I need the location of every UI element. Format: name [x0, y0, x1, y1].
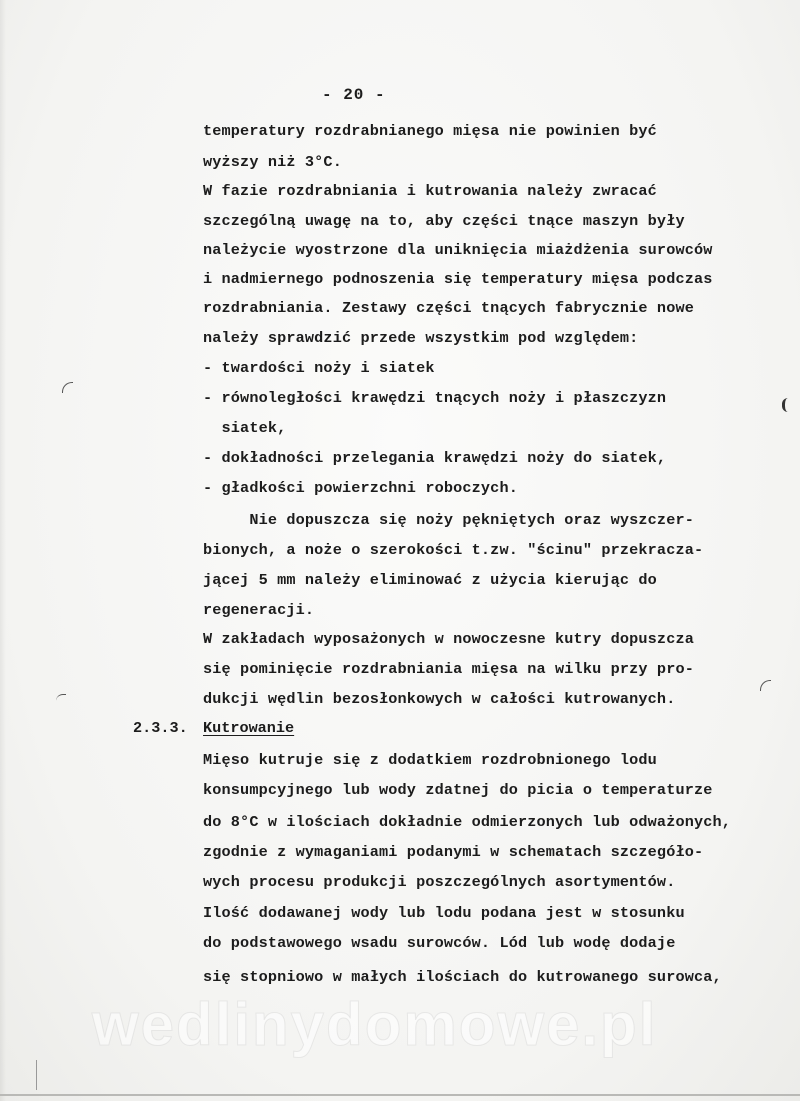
- list-item: - równoległości krawędzi tnących noży i płaszczyzn: [203, 389, 667, 407]
- text-line: dukcji wędlin bezosłonkowych w całości kutrowanych.: [203, 690, 676, 708]
- text-line: W fazie rozdrabniania i kutrowania należy zwracać: [203, 182, 657, 200]
- scan-mark: [782, 398, 793, 412]
- section-text-line: wych procesu produkcji poszczególnych asortymentów.: [203, 873, 676, 891]
- text-line: i nadmiernego podnoszenia się temperatury mięsa podczas: [203, 270, 713, 288]
- section-text-line: się stopniowo w małych ilościach do kutrowanego surowca,: [203, 968, 722, 986]
- section-number: 2.3.3.: [133, 719, 188, 737]
- text-line: wyższy niż 3°C.: [203, 153, 342, 171]
- scan-mark: [56, 694, 66, 701]
- scan-mark: [62, 382, 73, 393]
- text-line: bionych, a noże o szerokości t.zw. "ścinu" przekracza-: [203, 541, 704, 559]
- section-text-line: konsumpcyjnego lub wody zdatnej do picia o temperaturze: [203, 781, 713, 799]
- section-text-line: zgodnie z wymaganiami podanymi w schematach szczegóło-: [203, 843, 704, 861]
- text-line: Nie dopuszcza się noży pękniętych oraz wyszczer-: [203, 511, 694, 529]
- text-line: należycie wyostrzone dla uniknięcia miażdżenia surowców: [203, 241, 713, 259]
- text-line: temperatury rozdrabnianego mięsa nie powinien być: [203, 122, 657, 140]
- list-item-continuation: siatek,: [203, 419, 287, 437]
- scan-mark: [36, 1060, 43, 1090]
- section-text-line: do podstawowego wsadu surowców. Lód lub wodę dodaje: [203, 934, 676, 952]
- section-text-line: do 8°C w ilościach dokładnie odmierzonych lub odważonych,: [203, 813, 732, 831]
- scan-mark: [760, 680, 771, 691]
- list-item: - gładkości powierzchni roboczych.: [203, 479, 518, 497]
- section-text-line: Ilość dodawanej wody lub lodu podana jest w stosunku: [203, 904, 685, 922]
- text-line: rozdrabniania. Zestawy części tnących fabrycznie nowe: [203, 299, 694, 317]
- list-item: - twardości noży i siatek: [203, 359, 435, 377]
- text-line: W zakładach wyposażonych w nowoczesne kutry dopuszcza: [203, 630, 694, 648]
- text-line: szczególną uwagę na to, aby części tnące maszyn były: [203, 212, 685, 230]
- page-left-shadow: [0, 0, 6, 1101]
- page-bottom-edge: [0, 1094, 800, 1096]
- list-item: - dokładności przelegania krawędzi noży do siatek,: [203, 449, 667, 467]
- page-number: - 20 -: [322, 86, 386, 104]
- text-line: należy sprawdzić przede wszystkim pod względem:: [203, 329, 639, 347]
- section-title: Kutrowanie: [203, 719, 295, 737]
- text-line: jącej 5 mm należy eliminować z użycia kierując do: [203, 571, 657, 589]
- text-line: regeneracji.: [203, 601, 315, 619]
- section-text-line: Mięso kutruje się z dodatkiem rozdrobnionego lodu: [203, 751, 657, 769]
- text-line: się pominięcie rozdrabniania mięsa na wilku przy pro-: [203, 660, 694, 678]
- watermark: wedlinydomowe.pl: [92, 991, 658, 1058]
